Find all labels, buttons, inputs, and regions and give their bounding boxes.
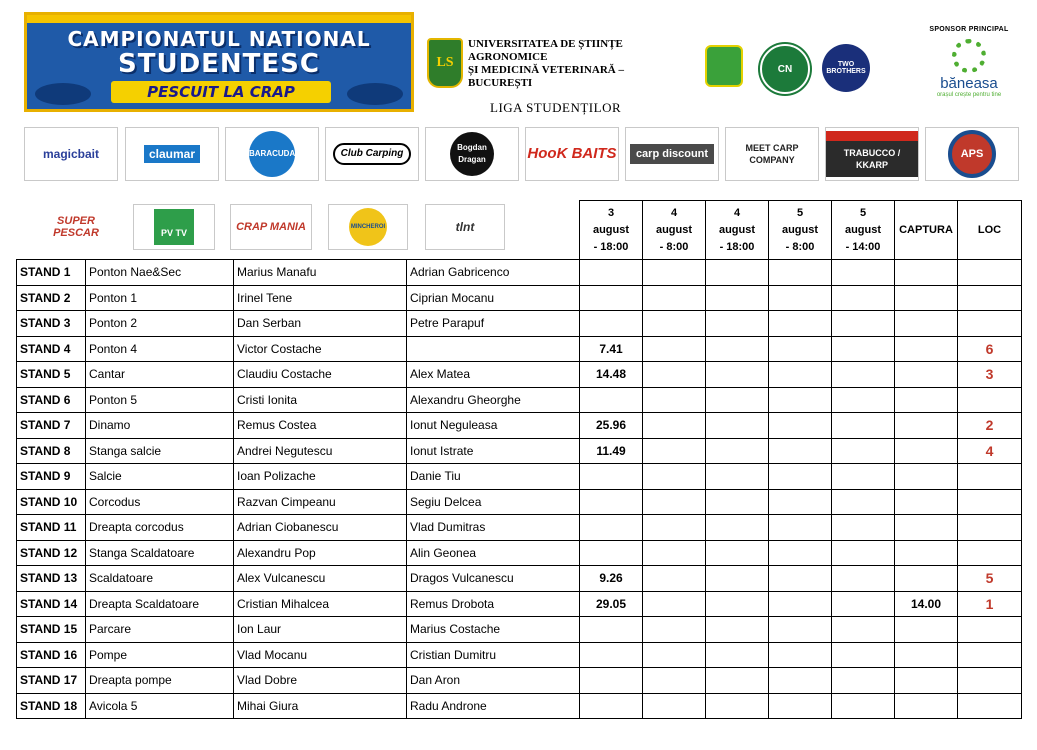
session-5-weight-cell: [832, 413, 895, 439]
table-row: [17, 617, 1022, 643]
angler-1-cell: Alex Vulcanescu: [234, 566, 407, 592]
session-5-weight-cell: [832, 540, 895, 566]
partner-logo-cn: CN: [760, 44, 810, 94]
sponsor-logo-label: CRAP MANIA: [236, 221, 306, 233]
table-row: [17, 642, 1022, 668]
session-5-weight-cell: [832, 438, 895, 464]
angler-1-cell: Cristi Ionita: [234, 387, 407, 413]
session-2-weight-cell: [643, 387, 706, 413]
session-3-weight-cell: [706, 413, 769, 439]
captura-cell: [895, 387, 958, 413]
stand-cell: STAND 7: [17, 413, 86, 439]
session-1-weight-cell: [580, 540, 643, 566]
session-1-weight-cell: [580, 489, 643, 515]
session-3-weight-cell: [706, 668, 769, 694]
angler-2-cell: Dan Aron: [407, 668, 580, 694]
session-4-weight-cell: [769, 591, 832, 617]
header-session-2: 4 august - 8:00: [643, 201, 706, 260]
angler-2-cell: Remus Drobota: [407, 591, 580, 617]
place-cell: Cantar: [86, 362, 234, 388]
session-4-weight-cell: [769, 515, 832, 541]
session-5-weight-cell: [832, 260, 895, 286]
session-1-weight-cell: [580, 617, 643, 643]
captura-cell: [895, 566, 958, 592]
session-2-weight-cell: [643, 438, 706, 464]
university-name-line2: ȘI MEDICINĂ VETERINARĂ – BUCUREȘTI: [468, 64, 624, 89]
session-3-weight-cell: [706, 260, 769, 286]
place-cell: Dinamo: [86, 413, 234, 439]
captura-cell: [895, 693, 958, 719]
stand-cell: STAND 14: [17, 591, 86, 617]
loc-cell: 5: [958, 566, 1022, 592]
captura-cell: 14.00: [895, 591, 958, 617]
main-sponsor: [924, 26, 1014, 98]
sponsor-logo-aps: [925, 127, 1019, 181]
session-3-weight-cell: [706, 540, 769, 566]
table-row: [17, 591, 1022, 617]
angler-2-cell: Petre Parapuf: [407, 311, 580, 337]
results-table: [16, 200, 1022, 719]
session-2-weight-cell: [643, 464, 706, 490]
captura-cell: [895, 260, 958, 286]
stand-cell: STAND 9: [17, 464, 86, 490]
sponsor-logo-trabucco-kkarp: [825, 127, 919, 181]
angler-2-cell: Cristian Dumitru: [407, 642, 580, 668]
session-5-weight-cell: [832, 489, 895, 515]
angler-1-cell: Ioan Polizache: [234, 464, 407, 490]
session-4-weight-cell: [769, 566, 832, 592]
sponsor-logo-label: BARACUDA: [249, 131, 295, 177]
loc-cell: [958, 693, 1022, 719]
sponsor-tagline: orașul crește pentru tine: [936, 92, 1002, 98]
loc-cell: [958, 540, 1022, 566]
session-5-weight-cell: [832, 668, 895, 694]
session-3-weight-cell: [706, 387, 769, 413]
header-captura: CAPTURA: [895, 201, 958, 260]
table-row: [17, 693, 1022, 719]
angler-1-cell: Razvan Cimpeanu: [234, 489, 407, 515]
session-1-weight-cell: 7.41: [580, 336, 643, 362]
angler-2-cell: Segiu Delcea: [407, 489, 580, 515]
table-header-row: [17, 201, 1022, 260]
loc-cell: [958, 668, 1022, 694]
session-2-weight-cell: [643, 362, 706, 388]
place-cell: Stanga salcie: [86, 438, 234, 464]
university-name-line1: UNIVERSITATEA DE ȘTIINȚE AGRONOMICE: [468, 38, 623, 63]
angler-2-cell: Radu Androne: [407, 693, 580, 719]
partner-logo-two-brothers: TWO BROTHERS: [822, 44, 870, 92]
session-2-weight-cell: [643, 591, 706, 617]
table-row: [17, 387, 1022, 413]
angler-2-cell: Dragos Vulcanescu: [407, 566, 580, 592]
captura-cell: [895, 668, 958, 694]
place-cell: Salcie: [86, 464, 234, 490]
session-1-weight-cell: 11.49: [580, 438, 643, 464]
session-4-weight-cell: [769, 693, 832, 719]
angler-1-cell: Claudiu Costache: [234, 362, 407, 388]
session-2-weight-cell: [643, 260, 706, 286]
session-3-weight-cell: [706, 438, 769, 464]
session-5-weight-cell: [832, 591, 895, 617]
stand-cell: STAND 2: [17, 285, 86, 311]
session-4-weight-cell: [769, 668, 832, 694]
table-row: [17, 489, 1022, 515]
table-row: [17, 566, 1022, 592]
angler-1-cell: Vlad Dobre: [234, 668, 407, 694]
sponsor-logo-label: Club Carping: [333, 143, 412, 165]
session-3-weight-cell: [706, 464, 769, 490]
angler-1-cell: Victor Costache: [234, 336, 407, 362]
captura-cell: [895, 413, 958, 439]
session-4-weight-cell: [769, 413, 832, 439]
session-1-weight-cell: [580, 285, 643, 311]
loc-cell: [958, 464, 1022, 490]
table-row: [17, 515, 1022, 541]
angler-1-cell: Remus Costea: [234, 413, 407, 439]
table-row: [17, 540, 1022, 566]
stand-cell: STAND 15: [17, 617, 86, 643]
loc-cell: 2: [958, 413, 1022, 439]
angler-2-cell: Danie Tiu: [407, 464, 580, 490]
championship-banner: [24, 12, 414, 112]
loc-cell: 1: [958, 591, 1022, 617]
header-loc: LOC: [958, 201, 1022, 260]
session-2-weight-cell: [643, 693, 706, 719]
angler-2-cell: Ionut Istrate: [407, 438, 580, 464]
sponsor-logo-hook-baits: [525, 127, 619, 181]
loc-cell: 4: [958, 438, 1022, 464]
baneasa-logo-icon: [952, 39, 986, 73]
session-5-weight-cell: [832, 464, 895, 490]
session-2-weight-cell: [643, 285, 706, 311]
angler-2-cell: Alin Geonea: [407, 540, 580, 566]
header-session-3: 4 august - 18:00: [706, 201, 769, 260]
sponsor-logo-label: PV TV: [154, 209, 194, 245]
loc-cell: 6: [958, 336, 1022, 362]
angler-1-cell: Marius Manafu: [234, 260, 407, 286]
carp-icon: [35, 83, 91, 105]
angler-2-cell: Alexandru Gheorghe: [407, 387, 580, 413]
captura-cell: [895, 617, 958, 643]
place-cell: Dreapta Scaldatoare: [86, 591, 234, 617]
session-5-weight-cell: [832, 336, 895, 362]
angler-2-cell: Adrian Gabricenco: [407, 260, 580, 286]
session-4-weight-cell: [769, 311, 832, 337]
session-4-weight-cell: [769, 540, 832, 566]
sponsor-logo-label: Bogdan Dragan: [450, 132, 494, 176]
session-4-weight-cell: [769, 464, 832, 490]
session-5-weight-cell: [832, 311, 895, 337]
table-row: [17, 464, 1022, 490]
banner-title-line2: STUDENTESC: [118, 49, 320, 79]
stand-cell: STAND 3: [17, 311, 86, 337]
loc-cell: [958, 260, 1022, 286]
loc-cell: [958, 285, 1022, 311]
session-3-weight-cell: [706, 617, 769, 643]
university-heading: [468, 38, 678, 116]
loc-cell: 3: [958, 362, 1022, 388]
angler-2-cell: Ciprian Mocanu: [407, 285, 580, 311]
captura-cell: [895, 515, 958, 541]
table-row: [17, 438, 1022, 464]
session-1-weight-cell: [580, 311, 643, 337]
session-4-weight-cell: [769, 489, 832, 515]
angler-1-cell: Cristian Mihalcea: [234, 591, 407, 617]
session-5-weight-cell: [832, 566, 895, 592]
sponsor-logo-label: carp discount: [630, 144, 714, 164]
sponsor-logo-baracuda: [225, 127, 319, 181]
angler-2-cell: Vlad Dumitras: [407, 515, 580, 541]
session-1-weight-cell: 25.96: [580, 413, 643, 439]
session-5-weight-cell: [832, 642, 895, 668]
angler-1-cell: Alexandru Pop: [234, 540, 407, 566]
captura-cell: [895, 540, 958, 566]
place-cell: Dreapta pompe: [86, 668, 234, 694]
session-3-weight-cell: [706, 311, 769, 337]
session-1-weight-cell: [580, 515, 643, 541]
stand-cell: STAND 10: [17, 489, 86, 515]
place-cell: Dreapta corcodus: [86, 515, 234, 541]
angler-1-cell: Dan Serban: [234, 311, 407, 337]
session-3-weight-cell: [706, 566, 769, 592]
session-2-weight-cell: [643, 617, 706, 643]
session-2-weight-cell: [643, 489, 706, 515]
session-1-weight-cell: 29.05: [580, 591, 643, 617]
session-4-weight-cell: [769, 438, 832, 464]
session-5-weight-cell: [832, 285, 895, 311]
angler-1-cell: Mihai Giura: [234, 693, 407, 719]
angler-2-cell: Alex Matea: [407, 362, 580, 388]
angler-1-cell: Andrei Negutescu: [234, 438, 407, 464]
sponsor-logo-label: TRABUCCO / KKARP: [826, 131, 918, 177]
sponsor-logo-label: MEET CARP COMPANY: [745, 143, 799, 165]
place-cell: Ponton 2: [86, 311, 234, 337]
session-2-weight-cell: [643, 540, 706, 566]
session-3-weight-cell: [706, 515, 769, 541]
place-cell: Ponton 4: [86, 336, 234, 362]
place-cell: Parcare: [86, 617, 234, 643]
session-1-weight-cell: 9.26: [580, 566, 643, 592]
sponsor-logo-label: APS: [948, 130, 996, 178]
session-3-weight-cell: [706, 693, 769, 719]
sponsor-logo-club-carping: [325, 127, 419, 181]
loc-cell: [958, 387, 1022, 413]
session-5-weight-cell: [832, 387, 895, 413]
table-row: [17, 413, 1022, 439]
session-4-weight-cell: [769, 336, 832, 362]
sponsor-logo-label: claumar: [144, 145, 200, 163]
place-cell: Ponton 1: [86, 285, 234, 311]
session-2-weight-cell: [643, 642, 706, 668]
sponsor-logo-label: SUPER PESCAR: [53, 215, 99, 239]
sponsor-logo-carp-discount: [625, 127, 719, 181]
sponsor-logo-label: MINCHEROI: [349, 208, 387, 246]
captura-cell: [895, 336, 958, 362]
session-1-weight-cell: [580, 387, 643, 413]
table-row: [17, 285, 1022, 311]
angler-1-cell: Ion Laur: [234, 617, 407, 643]
place-cell: Scaldatoare: [86, 566, 234, 592]
sponsor-logo-label: HooK BAITS: [527, 145, 617, 162]
stand-cell: STAND 16: [17, 642, 86, 668]
partner-logo-green: [705, 45, 743, 87]
session-1-weight-cell: 14.48: [580, 362, 643, 388]
sponsor-logo-meet-carp: [725, 127, 819, 181]
stand-cell: STAND 11: [17, 515, 86, 541]
session-3-weight-cell: [706, 336, 769, 362]
loc-cell: [958, 515, 1022, 541]
place-cell: Ponton Nae&Sec: [86, 260, 234, 286]
angler-2-cell: Marius Costache: [407, 617, 580, 643]
place-cell: Corcodus: [86, 489, 234, 515]
banner-subtitle: PESCUIT LA CRAP: [111, 81, 331, 103]
loc-cell: [958, 489, 1022, 515]
session-4-weight-cell: [769, 387, 832, 413]
session-2-weight-cell: [643, 668, 706, 694]
stand-cell: STAND 5: [17, 362, 86, 388]
session-5-weight-cell: [832, 693, 895, 719]
stand-cell: STAND 6: [17, 387, 86, 413]
session-4-weight-cell: [769, 285, 832, 311]
captura-cell: [895, 285, 958, 311]
sponsor-logo-label: tlnt: [455, 220, 475, 234]
captura-cell: [895, 642, 958, 668]
banner-title-line1: CAMPIONATUL NATIONAL: [67, 27, 371, 51]
header-spacer: [17, 201, 580, 260]
session-3-weight-cell: [706, 642, 769, 668]
stand-cell: STAND 1: [17, 260, 86, 286]
stand-cell: STAND 4: [17, 336, 86, 362]
sponsor-logo-magicbait: [24, 127, 118, 181]
session-5-weight-cell: [832, 617, 895, 643]
stand-cell: STAND 12: [17, 540, 86, 566]
session-4-weight-cell: [769, 642, 832, 668]
angler-1-cell: Adrian Ciobanescu: [234, 515, 407, 541]
place-cell: Stanga Scaldatoare: [86, 540, 234, 566]
university-logo: LS: [427, 38, 463, 88]
captura-cell: [895, 464, 958, 490]
header-session-1: 3 august - 18:00: [580, 201, 643, 260]
captura-cell: [895, 489, 958, 515]
place-cell: Avicola 5: [86, 693, 234, 719]
table-row: [17, 362, 1022, 388]
header-session-4: 5 august - 8:00: [769, 201, 832, 260]
angler-2-cell: Ionut Neguleasa: [407, 413, 580, 439]
session-2-weight-cell: [643, 336, 706, 362]
sponsor-caption: SPONSOR PRINCIPAL: [929, 26, 1009, 33]
place-cell: Pompe: [86, 642, 234, 668]
table-row: [17, 311, 1022, 337]
session-4-weight-cell: [769, 260, 832, 286]
table-row: [17, 336, 1022, 362]
session-1-weight-cell: [580, 642, 643, 668]
header-session-5: 5 august - 14:00: [832, 201, 895, 260]
loc-cell: [958, 642, 1022, 668]
table-row: [17, 668, 1022, 694]
sponsor-name: băneasa: [940, 75, 998, 92]
stand-cell: STAND 8: [17, 438, 86, 464]
session-1-weight-cell: [580, 260, 643, 286]
carp-icon: [347, 83, 403, 105]
stand-cell: STAND 18: [17, 693, 86, 719]
captura-cell: [895, 362, 958, 388]
loc-cell: [958, 617, 1022, 643]
session-3-weight-cell: [706, 591, 769, 617]
session-4-weight-cell: [769, 617, 832, 643]
session-5-weight-cell: [832, 515, 895, 541]
stand-cell: STAND 17: [17, 668, 86, 694]
session-2-weight-cell: [643, 413, 706, 439]
banner-stripe: [27, 15, 411, 23]
session-3-weight-cell: [706, 362, 769, 388]
session-2-weight-cell: [643, 566, 706, 592]
session-5-weight-cell: [832, 362, 895, 388]
session-1-weight-cell: [580, 464, 643, 490]
captura-cell: [895, 311, 958, 337]
place-cell: Ponton 5: [86, 387, 234, 413]
session-2-weight-cell: [643, 515, 706, 541]
sponsor-logo-label: magicbait: [42, 147, 99, 161]
session-1-weight-cell: [580, 668, 643, 694]
stand-cell: STAND 13: [17, 566, 86, 592]
session-1-weight-cell: [580, 693, 643, 719]
table-row: [17, 260, 1022, 286]
angler-1-cell: Vlad Mocanu: [234, 642, 407, 668]
session-4-weight-cell: [769, 362, 832, 388]
session-3-weight-cell: [706, 489, 769, 515]
sponsor-logo-claumar: [125, 127, 219, 181]
student-league-label: LIGA STUDENȚILOR: [490, 100, 622, 115]
sponsor-logo-bogdan-dragan: [425, 127, 519, 181]
session-2-weight-cell: [643, 311, 706, 337]
session-3-weight-cell: [706, 285, 769, 311]
loc-cell: [958, 311, 1022, 337]
captura-cell: [895, 438, 958, 464]
angler-1-cell: Irinel Tene: [234, 285, 407, 311]
angler-2-cell: [407, 336, 580, 362]
